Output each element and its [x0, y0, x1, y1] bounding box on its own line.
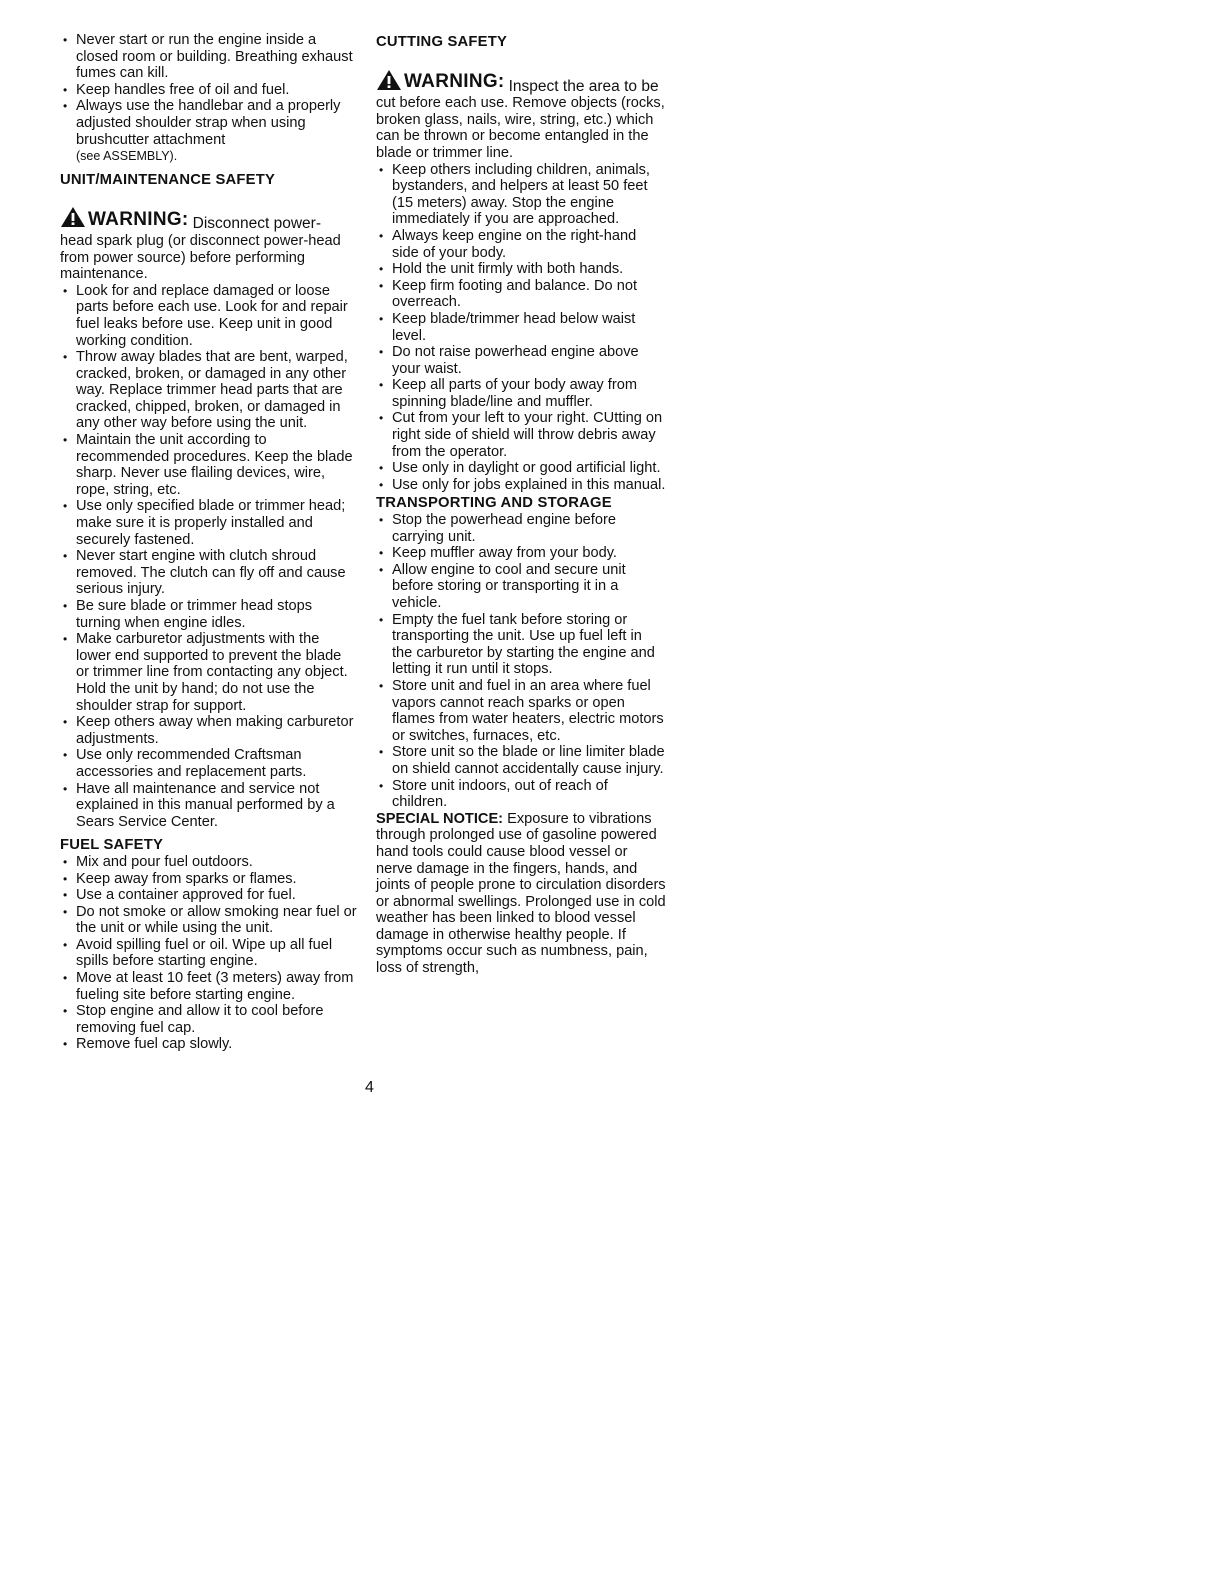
- list-item: [60, 98, 358, 164]
- list-item: • Store unit indoors, out of reach of children.: [376, 778, 666, 811]
- maintenance-bullet-list: [60, 283, 358, 831]
- list-item: • Do not smoke or allow smoking near fuel or the unit or while using the unit.: [60, 904, 358, 937]
- list-item: • Keep others away when making carburetor adjustments.: [60, 714, 358, 747]
- warning-head: [60, 206, 189, 228]
- unit-maintenance-heading: UNIT/MAINTENANCE SAFETY: [60, 171, 276, 188]
- list-item: • Do not raise powerhead engine above your waist.: [376, 344, 666, 377]
- left-column: [60, 32, 358, 1053]
- list-item: • Use only specified blade or trimmer head; make sure it is properly installed and securely fastened.: [60, 498, 358, 548]
- list-item: • Stop the powerhead engine before carrying unit.: [376, 512, 666, 545]
- list-item: • Never start engine with clutch shroud removed. The clutch can fly off and cause serious injury.: [60, 548, 358, 598]
- warning-lead: Inspect the area to be: [508, 77, 659, 95]
- fuel-bullet-list: [60, 854, 358, 1053]
- list-item: • Throw away blades that are bent, warped, cracked, broken, or damaged in any other way. Replace trimmer head parts that are cracked, chipped, broken, or damaged in any other way before using the unit.: [60, 349, 358, 432]
- warning-label: WARNING:: [404, 71, 505, 92]
- list-item: • Allow engine to cool and secure unit before storing or transporting it in a vehicle.: [376, 562, 666, 612]
- list-item: • Hold the unit firmly with both hands.: [376, 261, 666, 278]
- transporting-bullet-list: [376, 512, 666, 811]
- list-item: • Use only recommended Craftsman accessories and replacement parts.: [60, 747, 358, 780]
- cutting-bullet-list: [376, 162, 666, 494]
- warning-text: head spark plug (or disconnect power-head from power source) before performing maintenance.: [60, 232, 341, 283]
- list-item: • Be sure blade or trimmer head stops turning when engine idles.: [60, 598, 358, 631]
- list-item: • Use a container approved for fuel.: [60, 887, 358, 904]
- list-item: • Always keep engine on the right-hand side of your body.: [376, 228, 666, 261]
- list-item: • Use only for jobs explained in this manual.: [376, 477, 666, 494]
- list-item: • Never start or run the engine inside a closed room or building. Breathing exhaust fumes can kill.: [60, 32, 358, 82]
- assembly-reference: (see ASSEMBLY).: [76, 149, 178, 164]
- list-item: • Keep all parts of your body away from spinning blade/line and muffler.: [376, 377, 666, 410]
- list-item: • Store unit so the blade or line limiter blade on shield cannot accidentally cause injury.: [376, 744, 666, 777]
- special-notice-label: SPECIAL NOTICE:: [376, 810, 504, 827]
- list-item: • Look for and replace damaged or loose parts before each use. Look for and repair fuel leaks before use. Keep unit in good working condition.: [60, 283, 358, 349]
- list-item: • Cut from your left to your right. CUtting on right side of shield will throw debris away from the operator.: [376, 410, 666, 460]
- list-item: • Remove fuel cap slowly.: [60, 1036, 358, 1053]
- list-item: • Avoid spilling fuel or oil. Wipe up all fuel spills before starting engine.: [60, 937, 358, 970]
- intro-bullet-list: [60, 32, 358, 165]
- cutting-safety-heading: CUTTING SAFETY: [376, 34, 508, 50]
- transporting-storage-heading: TRANSPORTING AND STORAGE: [376, 495, 612, 512]
- warning-head: [376, 69, 505, 91]
- list-item: • Mix and pour fuel outdoors.: [60, 854, 358, 871]
- list-item: • Keep muffler away from your body.: [376, 545, 666, 562]
- list-item: • Empty the fuel tank before storing or transporting the unit. Use up fuel left in the carburetor by starting the engine and letting it run until it stops.: [376, 612, 666, 678]
- right-column: [376, 32, 666, 977]
- warning-label: WARNING:: [88, 208, 189, 230]
- warning-lead: Disconnect power-: [192, 215, 321, 233]
- special-notice: [376, 811, 666, 977]
- list-item-text: Always use the handlebar and a properly adjusted shoulder strap when using brushcutter attachment: [76, 98, 341, 148]
- cutting-warning: [376, 69, 666, 162]
- list-item: • Keep away from sparks or flames.: [60, 871, 358, 888]
- list-item: • Keep blade/trimmer head below waist level.: [376, 311, 666, 344]
- list-item: • Keep others including children, animals, bystanders, and helpers at least 50 feet (15 meters) away. Stop the engine immediately if you are approached.: [376, 162, 666, 228]
- special-notice-text: Exposure to vibrations through prolonged use of gasoline powered hand tools could cause blood vessel or nerve damage in the fingers, hands, and joints of people prone to circulation disorders or abnormal swellings. Prolonged use in cold weather has been linked to blood vessel damage in otherwise healthy people. If symptoms occur such as numbness, pain, loss of strength,: [376, 810, 666, 977]
- fuel-safety-heading: FUEL SAFETY: [60, 837, 164, 854]
- list-item: • Keep firm footing and balance. Do not overreach.: [376, 278, 666, 311]
- warning-text: cut before each use. Remove objects (rocks, broken glass, nails, wire, string, etc.) which can be thrown or become entangled in the blade or trimmer line.: [376, 95, 665, 161]
- list-item: • Have all maintenance and service not explained in this manual performed by a Sears Service Center.: [60, 781, 358, 831]
- maintenance-warning: [60, 206, 358, 282]
- warning-triangle-icon: [376, 69, 402, 91]
- list-item: • Maintain the unit according to recommended procedures. Keep the blade sharp. Never use flailing devices, wire, rope, string, etc.: [60, 432, 358, 498]
- page-number: 4: [365, 1079, 374, 1096]
- list-item: • Keep handles free of oil and fuel.: [60, 82, 358, 99]
- list-item: • Stop engine and allow it to cool before removing fuel cap.: [60, 1003, 358, 1036]
- list-item: • Make carburetor adjustments with the lower end supported to prevent the blade or trimmer line from contacting any object. Hold the unit by hand; do not use the shoulder strap for support.: [60, 631, 358, 714]
- warning-triangle-icon: [60, 206, 86, 228]
- list-item: • Use only in daylight or good artificial light.: [376, 460, 666, 477]
- list-item: • Move at least 10 feet (3 meters) away from fueling site before starting engine.: [60, 970, 358, 1003]
- list-item: • Store unit and fuel in an area where fuel vapors cannot reach sparks or open flames from water heaters, electric motors or switches, furnaces, etc.: [376, 678, 666, 744]
